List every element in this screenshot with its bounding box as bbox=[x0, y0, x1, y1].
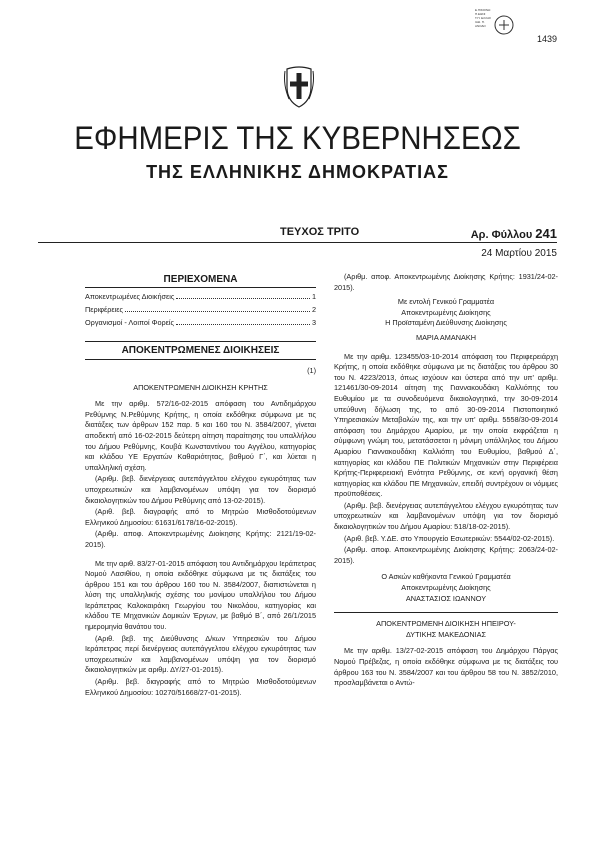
signature-block bbox=[334, 572, 558, 604]
subheading-line: ΑΠΟΚΕΝΤΡΩΜΕΝΗ ΔΙΟΙΚΗΣΗ ΗΠΕΙΡΟΥ- bbox=[376, 619, 516, 629]
paragraph: (Αριθμ. βεβ. διενέργειας αυτεπάγγελτου ελέγχου εγκυρότητας των υποχρεωτικών και λαμβανομένων υπόψη για τον διορισμό δικαιολογητικών του Δήμου Ρεθύμνης από 13-02-2015). bbox=[85, 474, 316, 505]
signature-line: Με εντολή Γενικού Γραμματέα bbox=[397, 297, 495, 307]
signature-name: ΜΑΡΙΑ ΑΜΑΝΑΚΗ bbox=[415, 332, 476, 342]
paragraph: (Αριθμ. αποφ. Αποκεντρωμένης Διοίκησης Κρήτης: 2121/19-02-2015). bbox=[85, 529, 316, 549]
paragraph: Με την αριθμ. 13/27-02-2015 απόφαση του Δημάρχου Πάργας Νομού Πρέβεζας, η οποία εκδόθηκε σύμφωνα με τις διατάξεις του άρθρου 163 του Ν. 3584/2007 και του άρθρου 58 του Ν. 3852/2010, προσλαμβάνεται ο Αντώ- bbox=[334, 646, 558, 688]
issue-number-label: Αρ. Φύλλου bbox=[470, 229, 533, 241]
section-heading: ΑΠΟΚΕΝΤΡΩΜΕΝΕΣ ΔΙΟΙΚΗΣΕΙΣ bbox=[121, 345, 280, 356]
toc-heading: ΠΕΡΙΕΧΟΜΕΝΑ bbox=[163, 274, 238, 285]
stamp-line: Ε.ΠΙΚΟΙΝΩ bbox=[475, 8, 491, 12]
paragraph: (Αριθμ. αποφ. Αποκεντρωμένης Διοίκησης Κρήτης: 1931/24-02-2015). bbox=[334, 272, 558, 292]
paragraph: Με την αριθμ. 572/16-02-2015 απόφαση του Αντιδημάρχου Ρεθύμνης Ν.Ρεθύμνης Κρήτης, η οποία εκδόθηκε σύμφωνα με τις διατάξεις των άρθρων 152 παρ. 5 και 160 του Ν. 3584/2007, γίνεται αποδεκτή από 16-02-2015 δεύτερη αίτηση παραίτησης του υπαλλήλου του Δήμου Ρεθύμνης, Κουβά Κωνσταντίνου του Αγγέλου, κατηγορίας και κλάδου ΥΕ Εργατών Καθαριότητας, βαθμού Γ΄, και λύεται η υπαλληλική σχέση. bbox=[85, 399, 316, 472]
toc-item-page: 1 bbox=[311, 292, 316, 301]
toc-dots bbox=[125, 303, 310, 312]
toc-item-label: Περιφέρειες bbox=[85, 305, 124, 314]
stamp-seal-icon bbox=[493, 14, 515, 36]
postal-stamp bbox=[475, 8, 515, 42]
signature-line: Ο Ασκών καθήκοντα Γενικού Γραμματέα bbox=[381, 572, 511, 582]
left-column bbox=[85, 274, 316, 699]
page-number: 1439 bbox=[536, 34, 557, 44]
left-body bbox=[85, 399, 316, 698]
right-column bbox=[334, 272, 558, 690]
toc-item[interactable] bbox=[85, 290, 316, 303]
paragraph: Με την αριθ. 83/27-01-2015 απόφαση του Αντιδημάρχου Ιεράπετρας Νομού Λασιθίου, η οποία εκδόθηκε σύμφωνα με τις διατάξεις του άρθρου 151 και του άρθρου 160 του Ν. 3584/2007, διαπιστώνεται η λύση της υπαλληλικής σχέσης του μονίμου υπαλλήλου του Δήμου Ιεράπετρας Καλοκαιράκη Γεωργίου του Νικολάου, κατηγορίας και κλάδου ΤΕ Μηχανικών Δομικών Έργων, με βαθμό Β΄, από 26/1/2015 ημερομηνία θανάτου του. bbox=[85, 558, 316, 632]
paragraph: (Αριθμ. βεβ. διενέργειας αυτεπάγγελτου ελέγχου εγκυρότητας των υποχρεωτικών και λαμβανομένων υπόψη για τον διορισμό δικαιολογητικών του Δήμου Αμαρίου: 518/18-02-2015). bbox=[334, 500, 558, 532]
toc-item-label: Οργανισμοί - Λοιποί Φορείς bbox=[85, 318, 175, 327]
paragraph: Με την αριθμ. 123455/03-10-2014 απόφαση του Περιφερειάρχη Κρήτης, η οποία εκδόθηκε σύμφωνα με τις διατάξεις του άρθρου 30 του Ν. 4223/2013, όπως ισχύουν και ύστερα από την υπ' αριθμ. 121461/30-09-2014 αίτηση της Γιαννακουδάκη Καλλιόπης του Ευθυμίου με τα συνοδευόμενα δικαιολογητικά, την 30-09-2014 υπεύθυνη δήλωση της, το από 30-09-2014 Πιστοποιητικό Υπηρεσιακών Μεταβολών της, και την υπ' αριθμ. 5558/30-09-2014 απόφαση του Δημάρχου Αμαρίου, με την οποία εκφράζεται η σύμφωνη γνώμη του, μετατάσσεται η μόνιμη υπάλληλος του Δήμου Αμαρίου Γιαννακουδάκη Καλλιόπη του Ευθυμίου, βαθμού Δ΄, κατηγορίας και κλάδου ΠΕ Πολιτικών Μηχανικών στην Περιφέρεια Κρήτης-Περιφερειακή Ενότητα Ρεθύμνης, σε κενή οργανική θέση κατηγορίας και κλάδου ΠΕ Μηχανικών, επειδή συντρέχουν οι νόμιμες προϋποθέσεις. bbox=[334, 351, 558, 499]
toc-item-page: 2 bbox=[311, 305, 316, 314]
signature-line: Η Προϊσταμένη Διεύθυνσης Διοίκησης bbox=[385, 318, 507, 328]
section-rule bbox=[85, 359, 316, 360]
toc-item-page: 3 bbox=[311, 318, 316, 327]
section-rule bbox=[334, 612, 558, 613]
stamp-line: ΑΝΟΔΟ bbox=[475, 24, 486, 28]
paragraph: (Αριθ. βεβ. Υ.ΔΕ. στο Υπουργείο Εσωτερικών: 5544/02-02-2015). bbox=[344, 533, 555, 543]
paragraph: (Αριθμ. αποφ. Αποκεντρωμένης Διοίκησης Κρήτης: 2063/24-02-2015). bbox=[334, 545, 558, 565]
stamp-line: Τ.Π. ΕΛΛΑΣ bbox=[475, 16, 492, 20]
section-rule bbox=[85, 341, 316, 342]
gazette-title: ΕΦΗΜΕΡΙΣ ΤΗΣ ΚΥΒΕΡΝΗΣΕΩΣ bbox=[74, 120, 521, 156]
issue-number: 241 bbox=[535, 226, 557, 241]
signature-line: Αποκεντρωμένης Διοίκησης bbox=[401, 583, 491, 593]
gazette-subtitle: ΤΗΣ ΕΛΛΗΝΙΚΗΣ ΔΗΜΟΚΡΑΤΙΑΣ bbox=[146, 162, 449, 182]
toc-dots bbox=[176, 290, 310, 299]
stamp-line: Π.ΕΘΝΙ bbox=[475, 12, 486, 16]
paragraph: (Αριθ. βεβ. της Διεύθυνσης Δ/κων Υπηρεσιών του Δήμου Ιεράπετρας περί διενέργειας αυτεπάγγελτου ελέγχου εγκυρότητας των υποχρεωτικών και λαμβανομένων υπόψη για τον διορισμό δικαιολογητικών με αριθμ. ΔΥ/27-01-2015). bbox=[85, 633, 316, 675]
subheading-line: ΔΥΤΙΚΗΣ ΜΑΚΕΔΟΝΙΑΣ bbox=[405, 629, 487, 639]
toc-item-label: Αποκεντρωμένες Διοικήσεις bbox=[85, 292, 175, 301]
paragraph: (Αριθμ. βεβ. διαγραφής από το Μητρώο Μισθοδοτούμενων Ελληνικού Δημοσίου: 10270/51668/27-01-2015). bbox=[85, 677, 316, 697]
toc-rule bbox=[85, 287, 316, 288]
stamp-line: ΙΑΘ. Π. bbox=[475, 20, 485, 24]
footnote-marker: (1) bbox=[307, 366, 316, 375]
signature-line: Αποκεντρωμένης Διοίκησης bbox=[401, 307, 491, 317]
issue-date: 24 Μαρτίου 2015 bbox=[481, 248, 557, 259]
toc-item[interactable] bbox=[85, 303, 316, 316]
subheading bbox=[334, 619, 558, 640]
issue-number-block bbox=[471, 226, 557, 241]
paragraph: (Αριθ. βεβ. διαγραφής από το Μητρώο Μισθοδοτούμενων Ελληνικού Δημοσίου: 61631/6178/16-02-2015). bbox=[85, 507, 316, 527]
subheading: ΑΠΟΚΕΝΤΡΩΜΕΝΗ ΔΙΟΙΚΗΣΗ ΚΡΗΤΗΣ bbox=[133, 382, 268, 392]
issue-label: ΤΕΥΧΟΣ ΤΡΙΤΟ bbox=[280, 226, 360, 238]
toc-item[interactable] bbox=[85, 316, 316, 329]
toc-dots bbox=[176, 316, 310, 325]
signature-name: ΑΝΑΣΤΑΣΙΟΣ ΙΩΑΝΝΟΥ bbox=[405, 593, 487, 603]
header-rule bbox=[38, 242, 557, 243]
greek-coat-of-arms-icon bbox=[281, 65, 317, 109]
signature-block bbox=[334, 297, 558, 343]
